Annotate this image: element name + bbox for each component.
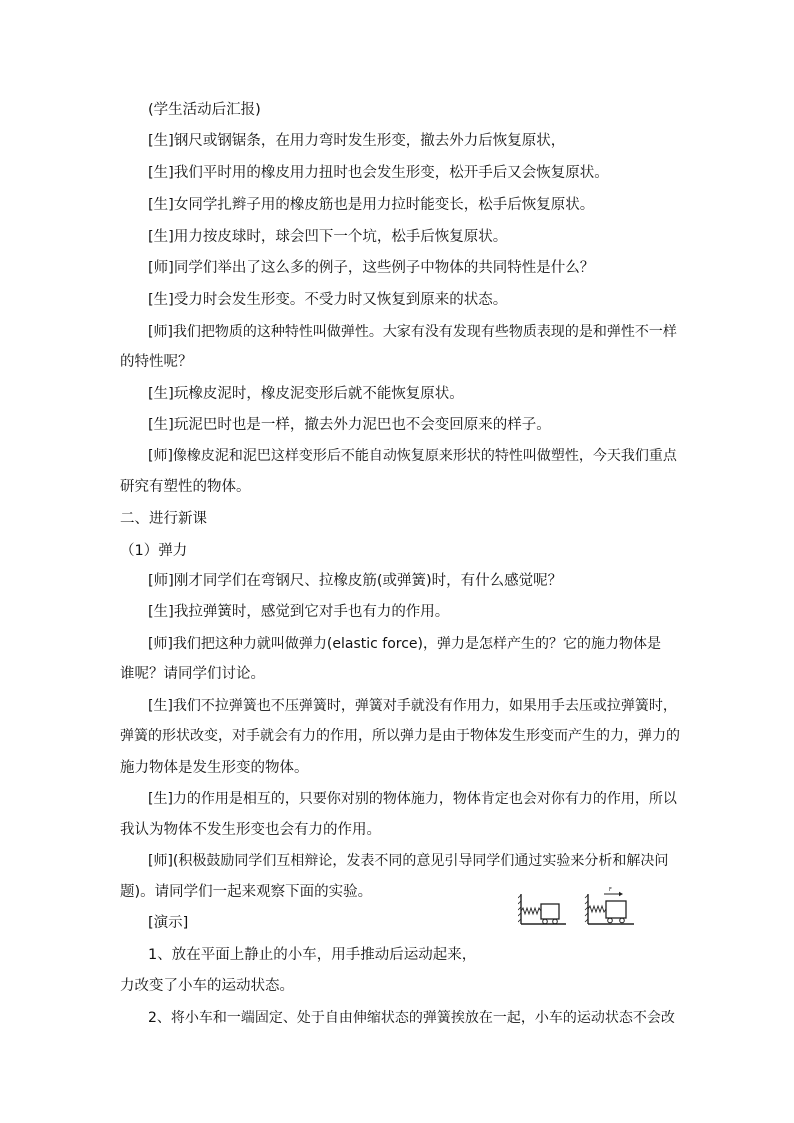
text-line: [演示] — [148, 915, 189, 931]
text-line: [师](积极鼓励同学们互相辩论，发表不同的意见引导同学们通过实验来分析和解决问 — [148, 853, 669, 869]
text-line: [生]玩橡皮泥时，橡皮泥变形后就不能恢复原状。 — [148, 386, 464, 402]
spring-cart-pushed — [585, 887, 634, 924]
spring-cart-at-rest — [518, 894, 566, 924]
text-line: [师]像橡皮泥和泥巴这样变形后不能自动恢复原来形状的特性叫做塑性，今天我们重点 — [148, 448, 677, 464]
text-line: [生]钢尺或钢锯条，在用力弯时发生形变，撤去外力后恢复原状， — [148, 133, 566, 149]
text-line: 我认为物体不发生形变也会有力的作用。 — [120, 822, 381, 838]
section-heading: 二、进行新课 — [120, 511, 207, 527]
text-line: [师]我们把这种力就叫做弹力(elastic force)，弹力是怎样产生的？它的施力物体是 — [148, 636, 662, 652]
text-line: 题)。请同学们一起来观察下面的实验。 — [120, 884, 373, 900]
text-line: [生]玩泥巴时也是一样，撤去外力泥巴也不会变回原来的样子。 — [148, 417, 551, 433]
text-line: [师]同学们举出了这么多的例子，这些例子中物体的共同特性是什么？ — [148, 260, 595, 276]
text-line: 1、放在平面上静止的小车，用手推动后运动起来， — [148, 947, 477, 963]
text-line: [师]我们把物质的这种特性叫做弹性。大家有没有发现有些物质表现的是和弹性不一样 — [148, 324, 677, 340]
text-line: [生]女同学扎辫子用的橡皮筋也是用力拉时能变长，松手后恢复原状。 — [148, 197, 595, 213]
text-line: 谁呢？请同学们讨论。 — [120, 666, 265, 682]
text-line: [生]我们不拉弹簧也不压弹簧时，弹簧对手就没有作用力，如果用手去压或拉弹簧时， — [148, 698, 677, 714]
text-line: [师]刚才同学们在弯钢尺、拉橡皮筋(或弹簧)时，有什么感觉呢？ — [148, 573, 563, 589]
text-line: [生]我拉弹簧时，感觉到它对手也有力的作用。 — [148, 604, 450, 620]
text-line: 施力物体是发生形变的物体。 — [120, 760, 309, 776]
text-line: 力改变了小车的运动状态。 — [120, 978, 294, 994]
text-line: [生]力的作用是相互的，只要你对别的物体施力，物体肯定也会对你有力的作用，所以 — [148, 791, 677, 807]
text-line: [生]用力按皮球时，球会凹下一个坑，松手后恢复原状。 — [148, 229, 508, 245]
text-line: (学生活动后汇报) — [148, 102, 261, 118]
text-line: 2、将小车和一端固定、处于自由伸缩状态的弹簧挨放在一起，小车的运动状态不会改 — [148, 1010, 675, 1026]
text-line: 研究有塑性的物体。 — [120, 479, 251, 495]
text-line: [生]受力时会发生形变。不受力时又恢复到原来的状态。 — [148, 292, 508, 308]
text-line: [生]我们平时用的橡皮用力扭时也会发生形变，松开手后又会恢复原状。 — [148, 165, 609, 181]
spring-cart-diagram — [518, 884, 636, 930]
text-line: 弹簧的形状改变，对手就会有力的作用，所以弹力是由于物体发生形变而产生的力，弹力的 — [120, 728, 680, 744]
subsection-heading: （1）弹力 — [120, 543, 188, 559]
text-line: 的特性呢？ — [120, 354, 193, 370]
force-label: F — [609, 887, 612, 893]
